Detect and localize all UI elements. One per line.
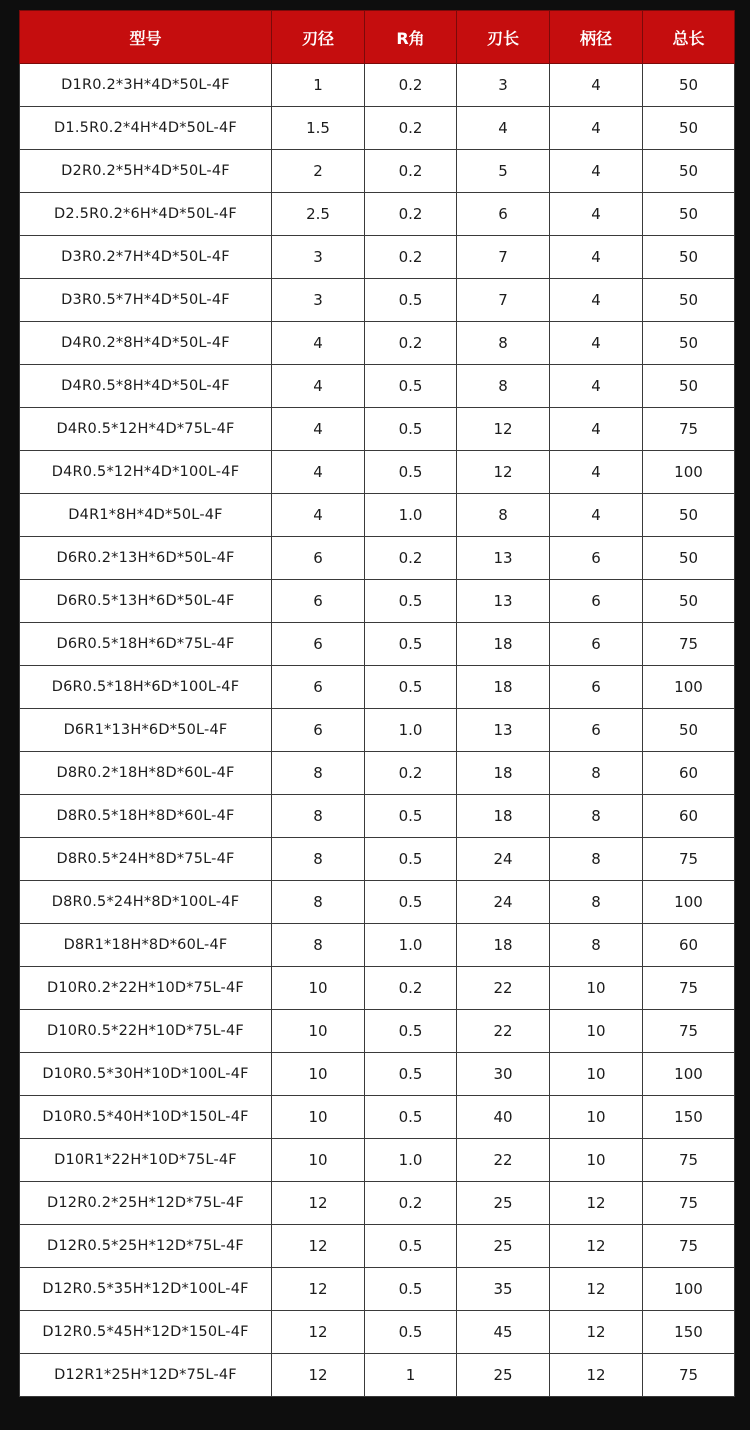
cell-flute-length: 13 <box>457 580 550 623</box>
table-row <box>20 193 735 236</box>
cell-cutting-diameter: 4 <box>272 365 365 408</box>
cell-model: D4R0.5*12H*4D*75L-4F <box>20 408 272 451</box>
cell-model: D6R0.5*18H*6D*100L-4F <box>20 666 272 709</box>
cell-corner-radius: 0.5 <box>365 838 457 881</box>
cell-flute-length: 6 <box>457 193 550 236</box>
cell-overall-length: 50 <box>643 107 735 150</box>
cell-shank-diameter: 12 <box>550 1311 643 1354</box>
cell-flute-length: 22 <box>457 1010 550 1053</box>
cell-flute-length: 3 <box>457 64 550 107</box>
cell-corner-radius: 0.5 <box>365 279 457 322</box>
table-row <box>20 1096 735 1139</box>
cell-corner-radius: 0.2 <box>365 1182 457 1225</box>
table-row <box>20 1010 735 1053</box>
table-row <box>20 494 735 537</box>
cell-corner-radius: 1.0 <box>365 494 457 537</box>
cell-overall-length: 50 <box>643 150 735 193</box>
cell-overall-length: 75 <box>643 838 735 881</box>
cell-overall-length: 50 <box>643 322 735 365</box>
cell-flute-length: 40 <box>457 1096 550 1139</box>
cell-corner-radius: 0.5 <box>365 1053 457 1096</box>
table-row <box>20 795 735 838</box>
cell-corner-radius: 0.5 <box>365 580 457 623</box>
cell-overall-length: 50 <box>643 494 735 537</box>
header-flute-length: 刃长 <box>457 11 550 64</box>
cell-shank-diameter: 8 <box>550 838 643 881</box>
cell-overall-length: 60 <box>643 924 735 967</box>
cell-cutting-diameter: 3 <box>272 236 365 279</box>
cell-corner-radius: 0.5 <box>365 365 457 408</box>
cell-corner-radius: 0.2 <box>365 322 457 365</box>
cell-shank-diameter: 6 <box>550 709 643 752</box>
cell-corner-radius: 1.0 <box>365 924 457 967</box>
table-row <box>20 924 735 967</box>
cell-corner-radius: 0.5 <box>365 1225 457 1268</box>
cell-cutting-diameter: 6 <box>272 709 365 752</box>
cell-shank-diameter: 10 <box>550 1053 643 1096</box>
cell-shank-diameter: 4 <box>550 494 643 537</box>
cell-overall-length: 60 <box>643 795 735 838</box>
cell-shank-diameter: 4 <box>550 365 643 408</box>
table-row <box>20 967 735 1010</box>
cell-cutting-diameter: 10 <box>272 1139 365 1182</box>
header-shank-diameter: 柄径 <box>550 11 643 64</box>
cell-shank-diameter: 4 <box>550 279 643 322</box>
cell-cutting-diameter: 8 <box>272 881 365 924</box>
cell-flute-length: 12 <box>457 408 550 451</box>
table-row <box>20 752 735 795</box>
cell-flute-length: 5 <box>457 150 550 193</box>
table-row <box>20 64 735 107</box>
cell-overall-length: 75 <box>643 408 735 451</box>
table-row <box>20 666 735 709</box>
cell-overall-length: 75 <box>643 623 735 666</box>
cell-cutting-diameter: 1 <box>272 64 365 107</box>
cell-shank-diameter: 10 <box>550 1010 643 1053</box>
cell-cutting-diameter: 12 <box>272 1225 365 1268</box>
cell-corner-radius: 0.5 <box>365 451 457 494</box>
cell-model: D8R0.5*24H*8D*100L-4F <box>20 881 272 924</box>
cell-model: D12R0.5*25H*12D*75L-4F <box>20 1225 272 1268</box>
cell-cutting-diameter: 6 <box>272 666 365 709</box>
cell-cutting-diameter: 12 <box>272 1182 365 1225</box>
cell-corner-radius: 0.5 <box>365 1096 457 1139</box>
table-row <box>20 709 735 752</box>
cell-model: D3R0.2*7H*4D*50L-4F <box>20 236 272 279</box>
header-model: 型号 <box>20 11 272 64</box>
cell-shank-diameter: 10 <box>550 1139 643 1182</box>
cell-cutting-diameter: 10 <box>272 1053 365 1096</box>
cell-model: D4R1*8H*4D*50L-4F <box>20 494 272 537</box>
cell-shank-diameter: 4 <box>550 322 643 365</box>
cell-flute-length: 7 <box>457 236 550 279</box>
cell-model: D4R0.5*8H*4D*50L-4F <box>20 365 272 408</box>
cell-overall-length: 50 <box>643 537 735 580</box>
cell-cutting-diameter: 1.5 <box>272 107 365 150</box>
cell-shank-diameter: 4 <box>550 150 643 193</box>
cell-flute-length: 24 <box>457 838 550 881</box>
cell-corner-radius: 0.5 <box>365 408 457 451</box>
cell-model: D2R0.2*5H*4D*50L-4F <box>20 150 272 193</box>
cell-shank-diameter: 6 <box>550 666 643 709</box>
cell-overall-length: 75 <box>643 1010 735 1053</box>
cell-cutting-diameter: 4 <box>272 494 365 537</box>
table-row <box>20 279 735 322</box>
cell-corner-radius: 0.5 <box>365 666 457 709</box>
cell-cutting-diameter: 10 <box>272 1096 365 1139</box>
table-row <box>20 881 735 924</box>
cell-shank-diameter: 10 <box>550 967 643 1010</box>
cell-flute-length: 45 <box>457 1311 550 1354</box>
cell-cutting-diameter: 4 <box>272 451 365 494</box>
cell-flute-length: 13 <box>457 537 550 580</box>
cell-model: D10R0.2*22H*10D*75L-4F <box>20 967 272 1010</box>
cell-corner-radius: 1 <box>365 1354 457 1397</box>
table-row <box>20 1225 735 1268</box>
cell-flute-length: 25 <box>457 1225 550 1268</box>
cell-flute-length: 35 <box>457 1268 550 1311</box>
cell-flute-length: 18 <box>457 795 550 838</box>
cell-corner-radius: 0.2 <box>365 107 457 150</box>
cell-cutting-diameter: 12 <box>272 1311 365 1354</box>
cell-shank-diameter: 12 <box>550 1225 643 1268</box>
cell-corner-radius: 0.5 <box>365 623 457 666</box>
cell-corner-radius: 0.5 <box>365 881 457 924</box>
table-header-row <box>20 11 735 64</box>
header-overall-length: 总长 <box>643 11 735 64</box>
cell-shank-diameter: 4 <box>550 193 643 236</box>
cell-model: D4R0.5*12H*4D*100L-4F <box>20 451 272 494</box>
cell-model: D10R0.5*40H*10D*150L-4F <box>20 1096 272 1139</box>
cell-overall-length: 50 <box>643 709 735 752</box>
cell-model: D8R0.5*18H*8D*60L-4F <box>20 795 272 838</box>
cell-flute-length: 18 <box>457 924 550 967</box>
cell-flute-length: 18 <box>457 623 550 666</box>
cell-cutting-diameter: 8 <box>272 752 365 795</box>
cell-flute-length: 25 <box>457 1354 550 1397</box>
cell-overall-length: 50 <box>643 193 735 236</box>
cell-shank-diameter: 6 <box>550 537 643 580</box>
cell-corner-radius: 0.2 <box>365 193 457 236</box>
cell-shank-diameter: 4 <box>550 107 643 150</box>
header-cutting-diameter: 刃径 <box>272 11 365 64</box>
cell-cutting-diameter: 12 <box>272 1268 365 1311</box>
table-row <box>20 838 735 881</box>
cell-flute-length: 13 <box>457 709 550 752</box>
table-row <box>20 107 735 150</box>
cell-overall-length: 50 <box>643 279 735 322</box>
cell-overall-length: 100 <box>643 1268 735 1311</box>
cell-overall-length: 60 <box>643 752 735 795</box>
cell-cutting-diameter: 8 <box>272 838 365 881</box>
cell-model: D8R0.5*24H*8D*75L-4F <box>20 838 272 881</box>
cell-shank-diameter: 6 <box>550 580 643 623</box>
table-row <box>20 1053 735 1096</box>
cell-flute-length: 22 <box>457 1139 550 1182</box>
cell-overall-length: 75 <box>643 1182 735 1225</box>
cell-model: D6R0.2*13H*6D*50L-4F <box>20 537 272 580</box>
spec-table <box>19 10 735 1397</box>
cell-flute-length: 18 <box>457 666 550 709</box>
cell-overall-length: 75 <box>643 967 735 1010</box>
table-row <box>20 1139 735 1182</box>
table-row <box>20 322 735 365</box>
cell-flute-length: 22 <box>457 967 550 1010</box>
cell-cutting-diameter: 10 <box>272 967 365 1010</box>
cell-shank-diameter: 12 <box>550 1354 643 1397</box>
cell-cutting-diameter: 12 <box>272 1354 365 1397</box>
cell-flute-length: 25 <box>457 1182 550 1225</box>
table-row <box>20 1354 735 1397</box>
cell-corner-radius: 0.2 <box>365 64 457 107</box>
cell-cutting-diameter: 6 <box>272 623 365 666</box>
cell-shank-diameter: 4 <box>550 451 643 494</box>
cell-model: D10R0.5*22H*10D*75L-4F <box>20 1010 272 1053</box>
cell-overall-length: 100 <box>643 666 735 709</box>
cell-shank-diameter: 4 <box>550 408 643 451</box>
cell-corner-radius: 0.5 <box>365 1010 457 1053</box>
table-row <box>20 1268 735 1311</box>
cell-flute-length: 7 <box>457 279 550 322</box>
cell-shank-diameter: 8 <box>550 881 643 924</box>
cell-cutting-diameter: 2.5 <box>272 193 365 236</box>
cell-overall-length: 100 <box>643 451 735 494</box>
cell-model: D3R0.5*7H*4D*50L-4F <box>20 279 272 322</box>
cell-corner-radius: 0.5 <box>365 1268 457 1311</box>
cell-shank-diameter: 8 <box>550 795 643 838</box>
cell-model: D12R0.5*45H*12D*150L-4F <box>20 1311 272 1354</box>
cell-model: D6R0.5*13H*6D*50L-4F <box>20 580 272 623</box>
cell-cutting-diameter: 3 <box>272 279 365 322</box>
cell-shank-diameter: 6 <box>550 623 643 666</box>
cell-model: D12R0.5*35H*12D*100L-4F <box>20 1268 272 1311</box>
table-row <box>20 451 735 494</box>
cell-model: D1R0.2*3H*4D*50L-4F <box>20 64 272 107</box>
cell-corner-radius: 0.2 <box>365 752 457 795</box>
cell-overall-length: 50 <box>643 236 735 279</box>
cell-overall-length: 100 <box>643 881 735 924</box>
cell-shank-diameter: 4 <box>550 236 643 279</box>
table-row <box>20 365 735 408</box>
cell-overall-length: 150 <box>643 1311 735 1354</box>
cell-corner-radius: 1.0 <box>365 1139 457 1182</box>
cell-model: D1.5R0.2*4H*4D*50L-4F <box>20 107 272 150</box>
cell-corner-radius: 1.0 <box>365 709 457 752</box>
cell-flute-length: 18 <box>457 752 550 795</box>
cell-model: D12R0.2*25H*12D*75L-4F <box>20 1182 272 1225</box>
cell-shank-diameter: 10 <box>550 1096 643 1139</box>
cell-model: D4R0.2*8H*4D*50L-4F <box>20 322 272 365</box>
cell-model: D6R0.5*18H*6D*75L-4F <box>20 623 272 666</box>
cell-shank-diameter: 8 <box>550 752 643 795</box>
cell-corner-radius: 0.5 <box>365 1311 457 1354</box>
table-body <box>20 64 735 1397</box>
cell-shank-diameter: 8 <box>550 924 643 967</box>
table-row <box>20 1311 735 1354</box>
cell-flute-length: 30 <box>457 1053 550 1096</box>
cell-shank-diameter: 12 <box>550 1268 643 1311</box>
cell-overall-length: 50 <box>643 580 735 623</box>
cell-model: D2.5R0.2*6H*4D*50L-4F <box>20 193 272 236</box>
cell-overall-length: 50 <box>643 365 735 408</box>
spec-table-container <box>19 10 734 1397</box>
cell-cutting-diameter: 4 <box>272 322 365 365</box>
cell-corner-radius: 0.2 <box>365 537 457 580</box>
cell-model: D8R1*18H*8D*60L-4F <box>20 924 272 967</box>
cell-flute-length: 4 <box>457 107 550 150</box>
cell-overall-length: 50 <box>643 64 735 107</box>
cell-shank-diameter: 12 <box>550 1182 643 1225</box>
cell-flute-length: 12 <box>457 451 550 494</box>
cell-flute-length: 8 <box>457 494 550 537</box>
table-row <box>20 623 735 666</box>
header-corner-radius: R角 <box>365 11 457 64</box>
cell-overall-length: 100 <box>643 1053 735 1096</box>
cell-overall-length: 75 <box>643 1139 735 1182</box>
cell-cutting-diameter: 8 <box>272 924 365 967</box>
cell-cutting-diameter: 8 <box>272 795 365 838</box>
cell-corner-radius: 0.2 <box>365 236 457 279</box>
cell-cutting-diameter: 6 <box>272 580 365 623</box>
table-row <box>20 580 735 623</box>
cell-model: D8R0.2*18H*8D*60L-4F <box>20 752 272 795</box>
cell-flute-length: 8 <box>457 365 550 408</box>
table-row <box>20 408 735 451</box>
cell-corner-radius: 0.2 <box>365 150 457 193</box>
table-row <box>20 150 735 193</box>
cell-flute-length: 8 <box>457 322 550 365</box>
cell-model: D6R1*13H*6D*50L-4F <box>20 709 272 752</box>
table-row <box>20 1182 735 1225</box>
table-row <box>20 236 735 279</box>
cell-cutting-diameter: 6 <box>272 537 365 580</box>
cell-corner-radius: 0.2 <box>365 967 457 1010</box>
cell-overall-length: 75 <box>643 1354 735 1397</box>
cell-corner-radius: 0.5 <box>365 795 457 838</box>
cell-flute-length: 24 <box>457 881 550 924</box>
cell-model: D10R1*22H*10D*75L-4F <box>20 1139 272 1182</box>
cell-cutting-diameter: 10 <box>272 1010 365 1053</box>
table-row <box>20 537 735 580</box>
cell-shank-diameter: 4 <box>550 64 643 107</box>
cell-model: D12R1*25H*12D*75L-4F <box>20 1354 272 1397</box>
cell-model: D10R0.5*30H*10D*100L-4F <box>20 1053 272 1096</box>
cell-cutting-diameter: 2 <box>272 150 365 193</box>
cell-cutting-diameter: 4 <box>272 408 365 451</box>
cell-overall-length: 150 <box>643 1096 735 1139</box>
cell-overall-length: 75 <box>643 1225 735 1268</box>
